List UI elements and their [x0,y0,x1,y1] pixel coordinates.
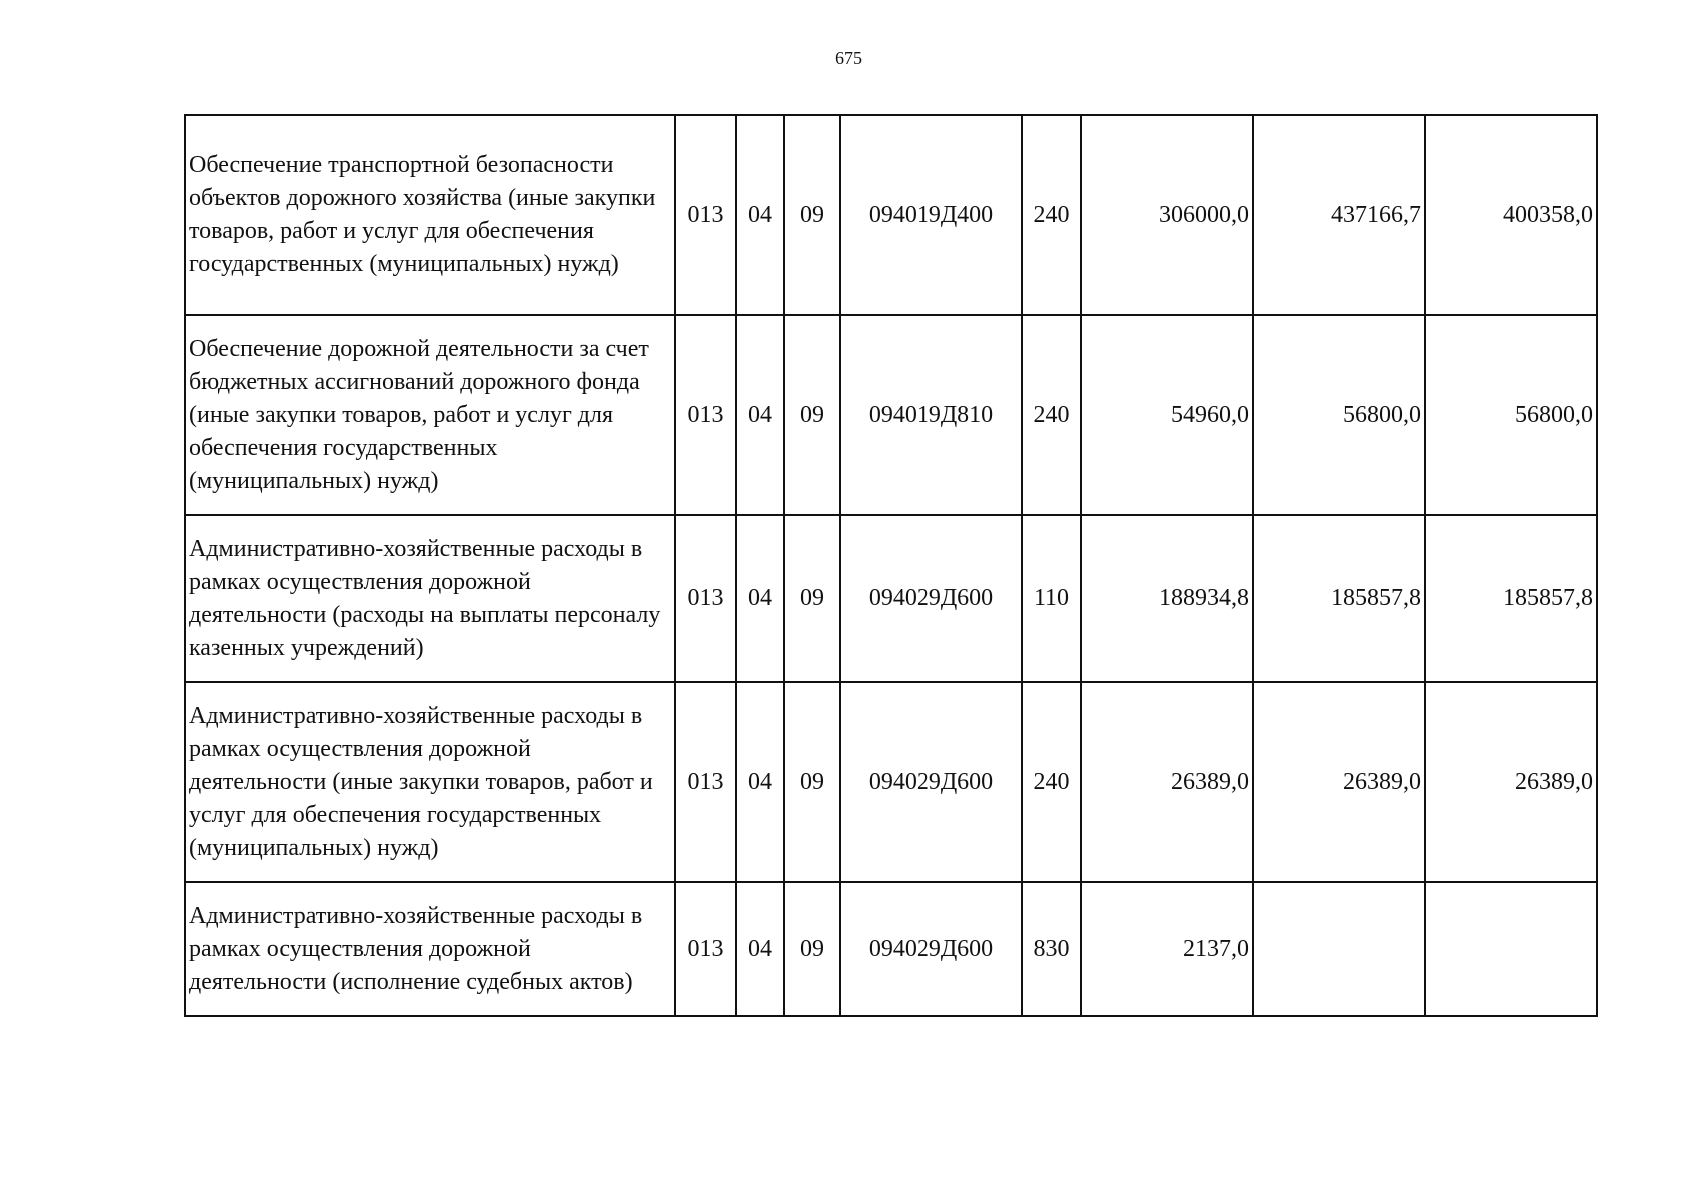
row-description: Административно-хозяйственные расходы в рамках осуществления дорожной деятельности (расходы на выплаты персоналу казенных учреждений) [185,515,675,682]
row-description: Обеспечение дорожной деятельности за счет бюджетных ассигнований дорожного фонда (иные закупки товаров, работ и услуг для обеспечения государственных (муниципальных) нужд) [185,315,675,515]
subsection-code: 09 [784,115,840,315]
section-code: 04 [736,315,784,515]
section-code: 04 [736,682,784,882]
amount-cell: 306000,0 [1081,115,1253,315]
subsection-code: 09 [784,315,840,515]
target-article-code: 094019Д810 [840,315,1022,515]
section-code: 04 [736,882,784,1016]
amount-cell: 188934,8 [1081,515,1253,682]
target-article-code: 094029Д600 [840,882,1022,1016]
target-article-code: 094029Д600 [840,515,1022,682]
expense-type-code: 240 [1022,315,1081,515]
amount-cell: 56800,0 [1253,315,1425,515]
amount-cell: 54960,0 [1081,315,1253,515]
amount-cell: 400358,0 [1425,115,1597,315]
subsection-code: 09 [784,882,840,1016]
amount-cell: 26389,0 [1253,682,1425,882]
expense-type-code: 830 [1022,882,1081,1016]
page-number: 675 [835,48,862,68]
ministry-code: 013 [675,515,736,682]
amount-cell: 185857,8 [1253,515,1425,682]
amount-cell: 2137,0 [1081,882,1253,1016]
amount-cell: 185857,8 [1425,515,1597,682]
amount-cell: 56800,0 [1425,315,1597,515]
expense-type-code: 240 [1022,682,1081,882]
amount-cell: 437166,7 [1253,115,1425,315]
table-row [185,315,1597,515]
ministry-code: 013 [675,882,736,1016]
expense-type-code: 110 [1022,515,1081,682]
subsection-code: 09 [784,682,840,882]
section-code: 04 [736,115,784,315]
amount-cell [1425,882,1597,1016]
target-article-code: 094029Д600 [840,682,1022,882]
subsection-code: 09 [784,515,840,682]
table-row [185,115,1597,315]
ministry-code: 013 [675,315,736,515]
amount-cell [1253,882,1425,1016]
row-description: Административно-хозяйственные расходы в рамках осуществления дорожной деятельности (исполнение судебных актов) [185,882,675,1016]
budget-table [184,114,1598,1017]
table-row [185,515,1597,682]
target-article-code: 094019Д400 [840,115,1022,315]
amount-cell: 26389,0 [1081,682,1253,882]
row-description: Обеспечение транспортной безопасности объектов дорожного хозяйства (иные закупки товаров, работ и услуг для обеспечения государственных (муниципальных) нужд) [185,115,675,315]
expense-type-code: 240 [1022,115,1081,315]
section-code: 04 [736,515,784,682]
ministry-code: 013 [675,682,736,882]
row-description: Административно-хозяйственные расходы в рамках осуществления дорожной деятельности (иные закупки товаров, работ и услуг для обеспечения государственных (муниципальных) нужд) [185,682,675,882]
ministry-code: 013 [675,115,736,315]
table-row [185,682,1597,882]
table-row [185,882,1597,1016]
amount-cell: 26389,0 [1425,682,1597,882]
